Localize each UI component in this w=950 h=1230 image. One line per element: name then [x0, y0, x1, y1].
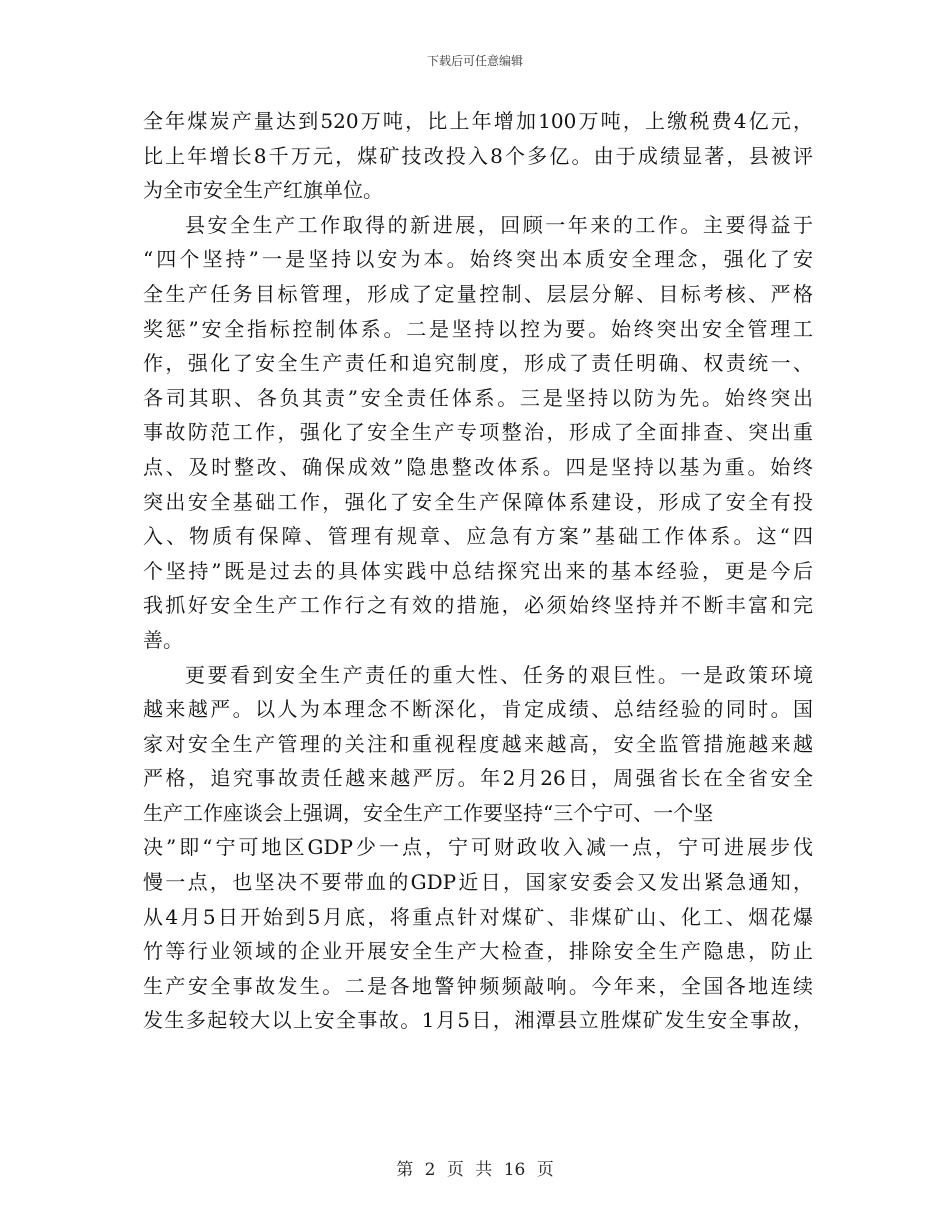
text-line: 入、物质有保障、管理有规章、应急有方案”基础工作体系。这“四	[143, 524, 813, 549]
text-line: 我抓好安全生产工作行之有效的措施，必须始终坚持并不断丰富和完	[143, 593, 813, 618]
text-line: 奖惩”安全指标控制体系。二是坚持以控为要。始终突出安全管理工	[143, 316, 813, 341]
text-line: “四个坚持”一是坚持以安为本。始终突出本质安全理念，强化了安	[143, 247, 813, 272]
text-line: 竹等行业领域的企业开展安全生产大检查，排除安全生产隐患，防止	[143, 939, 813, 964]
text-line: 个坚持”既是过去的具体实践中总结探究出来的基本经验，更是今后	[143, 558, 813, 583]
text-line: 家对安全生产管理的关注和重视程度越来越高，安全监管措施越来越	[143, 731, 813, 756]
text-line: 决”即“宁可地区GDP少一点，宁可财政收入减一点，宁可进展步伐	[143, 835, 813, 860]
text-line: 各司其职、各负其责”安全责任体系。三是坚持以防为先。始终突出	[143, 385, 813, 410]
page-header: 下载后可任意编辑	[426, 54, 523, 68]
text-line: 县安全生产工作取得的新进展，回顾一年来的工作。主要得益于	[185, 212, 813, 237]
text-line: 突出安全基础工作，强化了安全生产保障体系建设，形成了安全有投	[143, 489, 813, 514]
text-line: 善。	[143, 627, 183, 652]
text-line: 点、及时整改、确保成效”隐患整改体系。四是坚持以基为重。始终	[143, 454, 813, 479]
text-line: 越来越严。以人为本理念不断深化，肯定成绩、总结经验的同时。国	[143, 697, 813, 722]
text-line: 慢一点，也坚决不要带血的GDP近日，国家安委会又发出紧急通知，	[143, 870, 813, 895]
text-line: 事故防范工作，强化了安全生产专项整治，形成了全面排查、突出重	[143, 420, 813, 445]
text-line: 严格，追究事故责任越来越严厉。年2月26日，周强省长在全省安全	[143, 766, 813, 791]
text-line: 全生产任务目标管理，形成了定量控制、层层分解、目标考核、严格	[143, 281, 813, 306]
page-footer: 第 2 页 共 16 页	[396, 1160, 554, 1180]
text-line: 为全市安全生产红旗单位。	[143, 178, 383, 203]
text-line: 生产工作座谈会上强调，安全生产工作要坚持“三个宁可、一个坚	[143, 800, 714, 825]
text-line: 从4月5日开始到5月底，将重点针对煤矿、非煤矿山、化工、烟花爆	[143, 904, 813, 929]
text-line: 全年煤炭产量达到520万吨，比上年增加100万吨，上缴税费4亿元，	[143, 109, 813, 133]
text-line: 发生多起较大以上安全事故。1月5日，湘潭县立胜煤矿发生安全事故，	[143, 1008, 813, 1033]
text-line: 作，强化了安全生产责任和追究制度，形成了责任明确、权责统一、	[143, 351, 813, 376]
document-body	[143, 104, 813, 1038]
text-line: 生产安全事故发生。二是各地警钟频频敲响。今年来，全国各地连续	[143, 973, 813, 998]
text-line: 更要看到安全生产责任的重大性、任务的艰巨性。一是政策环境	[185, 662, 813, 687]
text-line: 比上年增长8千万元，煤矿技改投入8个多亿。由于成绩显著，县被评	[143, 143, 813, 168]
